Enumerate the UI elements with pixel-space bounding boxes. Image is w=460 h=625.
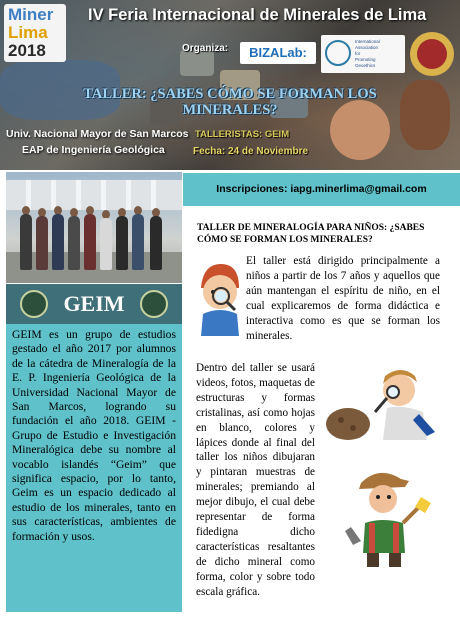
page-bottom-margin (0, 612, 460, 625)
iapg-text: International (355, 39, 380, 44)
school-name: EAP de Ingeniería Geológica (22, 144, 165, 156)
university-name: Univ. Nacional Mayor de San Marcos (6, 128, 189, 140)
magnifying-glass-boy-icon (191, 258, 247, 336)
article-paragraph-1: El taller está dirigido principalmente a niños a partir de los 7 años y aquellos que aún mantengan el espíritu de niño, en el cual explicaremos de forma didáctica e interactiva como es que se forman los minerales. (246, 255, 440, 342)
taller-title: TALLER: ¿SABES CÓMO SE FORMAN LOS MINERALES? (83, 86, 377, 118)
geim-name: GEIM (63, 291, 125, 316)
organiza-label: Organiza: (182, 43, 229, 54)
iapg-text: Geoethics (355, 63, 376, 68)
unmsm-crest-icon (410, 32, 454, 76)
fair-title: IV Feria Internacional de Minerales de Lima (88, 6, 427, 24)
old-miner-icon (339, 461, 439, 571)
child-decor (400, 80, 450, 150)
iapg-text: Association (355, 45, 379, 50)
iapg-text: for (355, 51, 361, 56)
iapg-text: Promoting (355, 57, 376, 62)
bizalab-logo: BIZALab: (240, 42, 316, 64)
geim-banner (6, 284, 182, 324)
iapg-logo (321, 35, 405, 73)
logo-text-lima: Lima (8, 23, 48, 42)
event-date: Fecha: 24 de Noviembre (193, 146, 309, 157)
article-panel (183, 206, 460, 612)
logo-text-year: 2018 (8, 41, 46, 60)
group-photo (6, 172, 182, 283)
article-title: TALLER DE MINERALOGÍA PARA NIÑOS: ¿SABES CÓMO SE FORMAN LOS MINERALES? (197, 223, 425, 245)
logo-text-miner: Miner (8, 5, 54, 24)
header-banner (0, 0, 460, 170)
geim-description: GEIM es un grupo de estudios gestado el año 2017 por alumnos de la cátedra de Mineralogía de la E. P. Ingeniería Geológica de la Universidad Nacional Mayor de San Marcos, logrando su fundación el año 2018. GEIM - Grupo de Estudio e Investigación Mineralógica debe su nombre al vocablo islandés “Geim” que significa espacio, por lo tanto, Geim es un espacio dedicado al estudio de los minerales, tanto en sus características, ambientes de formación y usos. (6, 324, 182, 612)
article-paragraph-2: Dentro del taller se usará videos, fotos, maquetas de estructuras y formas cristalinas, así como hojas en blanco, colores y lápices donde al final del taller los niños dibujaran y pintaran muestras de minerales; premiando al mejor dibujo, el cual debe representar de forma fidedigna dicho características resaltantes de dicho mineral como forma, color y sobre todo escala gráfica. (196, 362, 315, 598)
geim-emblem-icon (20, 290, 48, 318)
inscripciones-email[interactable]: Inscripciones: iapg.minerlima@gmail.com (183, 173, 460, 206)
boy-with-rocks-icon (323, 358, 441, 448)
minerlima-logo (4, 4, 66, 62)
talleristas-label: TALLERISTAS: GEIM (195, 129, 290, 140)
geim-emblem-icon (140, 290, 168, 318)
globe-icon (325, 40, 351, 66)
